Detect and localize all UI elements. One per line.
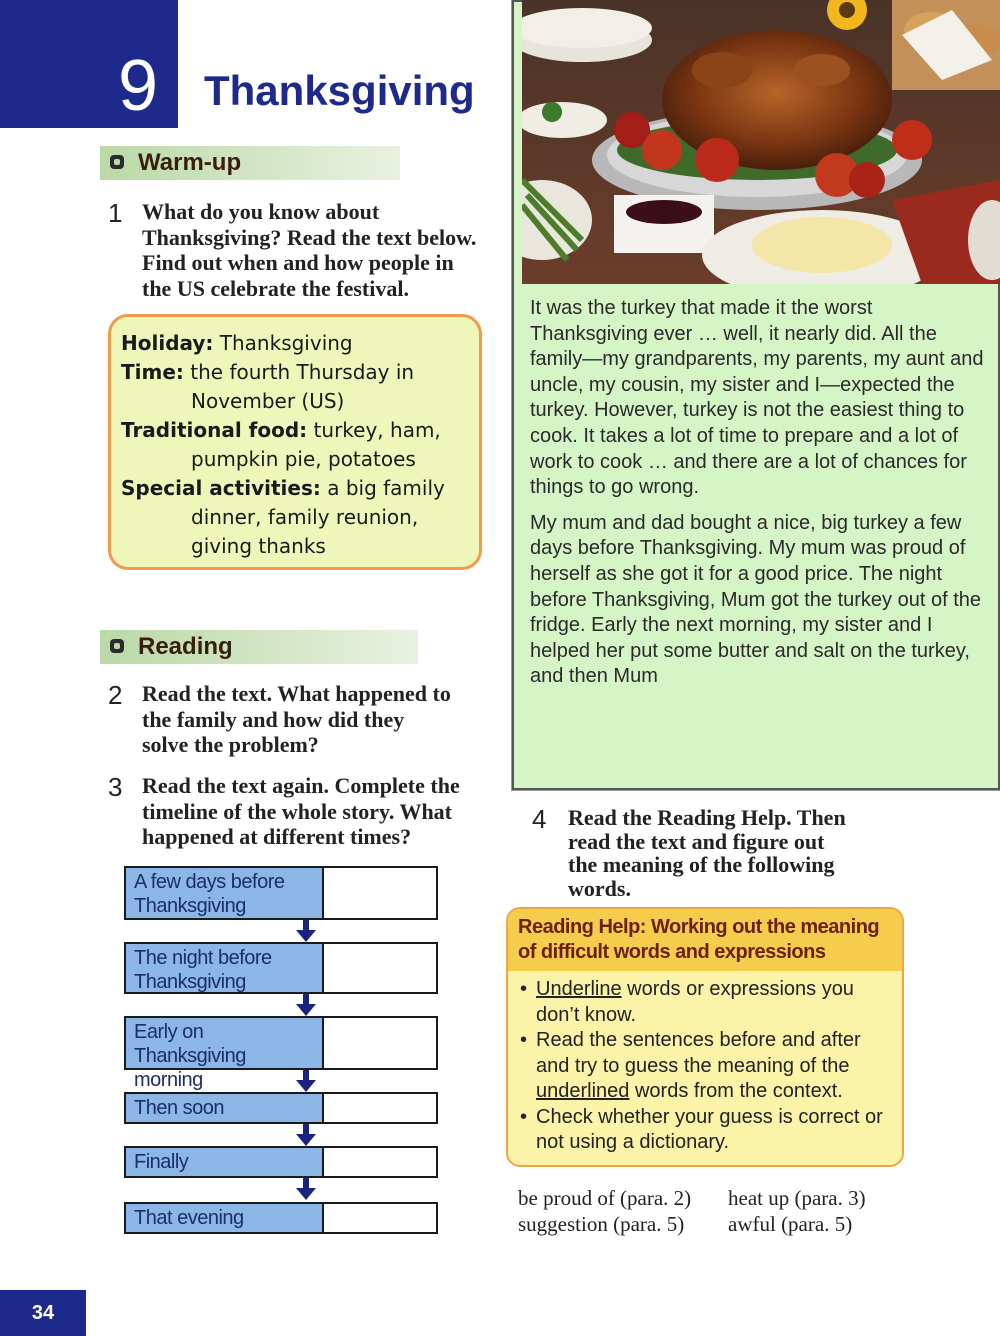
- exercise-line: timeline of the whole story. What: [142, 798, 453, 824]
- timeline-answer-blank[interactable]: [324, 1018, 436, 1068]
- exercise-number: 4: [532, 804, 547, 834]
- story-paragraph-1: It was the turkey that made it the worst Thanksgiving ever … well, it nearly did. All the family—my grandparents, my parents, my aunt and uncle, my cousin, my sister and I—expected the turkey. However, turkey is not the easiest thing to cook. It takes a lot of time to prepare and a lot of work to cook … and there are a lot of chances for things to go wrong.: [530, 297, 984, 499]
- vocab-word: heat up (para. 3): [728, 1186, 866, 1210]
- info-value: a big family: [327, 476, 445, 500]
- section-reading: [100, 630, 418, 664]
- exercise-number: 2: [108, 680, 123, 710]
- exercise-line: the family and how did they: [142, 706, 405, 732]
- exercise-3-text: [142, 773, 512, 850]
- info-value: dinner, family reunion,: [191, 505, 419, 529]
- exercise-line: words.: [568, 875, 631, 901]
- exercise-line: the meaning of the following: [568, 852, 835, 877]
- list-item: • Underline words or expressions you don’t know.: [518, 977, 892, 1028]
- down-arrow-icon: [296, 994, 316, 1016]
- timeline-row: [124, 1202, 438, 1234]
- section-bullet-icon: [110, 155, 124, 169]
- timeline-row: [124, 1092, 438, 1124]
- exercise-line: Read the Reading Help. Then: [568, 805, 846, 830]
- timeline-answer-blank[interactable]: [324, 1204, 436, 1232]
- exercise-number: 3: [108, 772, 123, 802]
- reading-help-heading-line: of difficult words and expressions: [518, 941, 826, 963]
- reading-help-heading: [508, 909, 902, 971]
- exercise-line: the US celebrate the festival.: [142, 275, 409, 301]
- info-value: Thanksgiving: [219, 331, 353, 355]
- story-text: [530, 296, 990, 700]
- list-item: • Check whether your guess is correct or not using a dictionary.: [518, 1105, 892, 1156]
- exercise-2-text: [142, 681, 502, 758]
- timeline-row: [124, 1146, 438, 1178]
- vocab-word: awful (para. 5): [728, 1212, 853, 1236]
- timeline-row: [124, 866, 438, 920]
- story-paragraph-2: My mum and dad bought a nice, big turkey a few days before Thanksgiving. My mum was proud of herself as she got it for a good price. The night before Thanksgiving, Mum got the turkey out of the fridge. Early the next morning, my sister and I helped her put some butter and salt on the turkey, and then Mum: [530, 511, 981, 688]
- timeline-label: A few days before Thanksgiving: [126, 868, 324, 918]
- turkey-dinner-image: [522, 0, 1000, 284]
- timeline-label: Early on Thanksgiving morning: [126, 1018, 324, 1068]
- vocab-word: be proud of (para. 2): [518, 1186, 692, 1210]
- info-key: Traditional food:: [121, 418, 308, 442]
- exercise-line: Find out when and how people in: [142, 250, 454, 275]
- info-value: November (US): [191, 389, 345, 413]
- timeline-label: That evening: [126, 1204, 324, 1232]
- exercise-line: Read the text. What happened to: [142, 681, 451, 706]
- down-arrow-icon: [296, 1070, 316, 1092]
- reading-help-heading-line: Reading Help: Working out the meaning: [518, 916, 880, 938]
- section-warmup-label: Warm-up: [138, 149, 242, 176]
- exercise-number: 1: [108, 198, 123, 228]
- info-value: pumpkin pie, potatoes: [191, 447, 416, 471]
- info-value: giving thanks: [191, 534, 326, 558]
- timeline-answer-blank[interactable]: [324, 1094, 436, 1122]
- unit-number: 9: [118, 46, 159, 126]
- page-number: 34: [0, 1290, 86, 1336]
- info-key: Special activities:: [121, 476, 321, 500]
- section-reading-label: Reading: [138, 633, 233, 660]
- info-key: Holiday:: [121, 331, 214, 355]
- info-value: the fourth Thursday in: [190, 360, 415, 384]
- exercise-line: read the text and figure out: [568, 828, 825, 854]
- exercise-line: happened at different times?: [142, 824, 412, 849]
- down-arrow-icon: [296, 1178, 316, 1200]
- thanksgiving-dinner-photo: [522, 0, 1000, 284]
- exercise-line: Thanksgiving? Read the text below.: [142, 224, 477, 250]
- exercise-line: Read the text again. Complete the: [142, 773, 460, 798]
- reading-help-list: [508, 971, 902, 1156]
- vocab-word: suggestion (para. 5): [518, 1212, 685, 1236]
- reading-help-box: [506, 907, 904, 1167]
- section-warmup: [100, 146, 400, 180]
- section-bullet-icon: [110, 639, 124, 653]
- timeline-answer-blank[interactable]: [324, 944, 436, 992]
- page-title: Thanksgiving: [204, 67, 475, 114]
- timeline-label: Finally: [126, 1148, 324, 1176]
- info-value: turkey, ham,: [313, 418, 441, 442]
- exercise-line: solve the problem?: [142, 732, 319, 757]
- list-item: • Read the sentences before and after and try to guess the meaning of the underlined words from the context.: [518, 1028, 892, 1105]
- down-arrow-icon: [296, 920, 316, 942]
- timeline-label: Then soon: [126, 1094, 324, 1122]
- info-key: Time:: [121, 360, 184, 384]
- down-arrow-icon: [296, 1124, 316, 1146]
- timeline-row: [124, 1016, 438, 1091]
- timeline-label: The night before Thanksgiving: [126, 944, 324, 992]
- exercise-line: What do you know about: [142, 199, 380, 224]
- exercise-1-text: [142, 199, 512, 301]
- timeline-answer-blank[interactable]: [324, 1148, 436, 1176]
- timeline-answer-blank[interactable]: [324, 868, 436, 918]
- exercise-4-text: [568, 806, 898, 900]
- holiday-info-box: [108, 314, 482, 570]
- timeline-row: [124, 942, 438, 994]
